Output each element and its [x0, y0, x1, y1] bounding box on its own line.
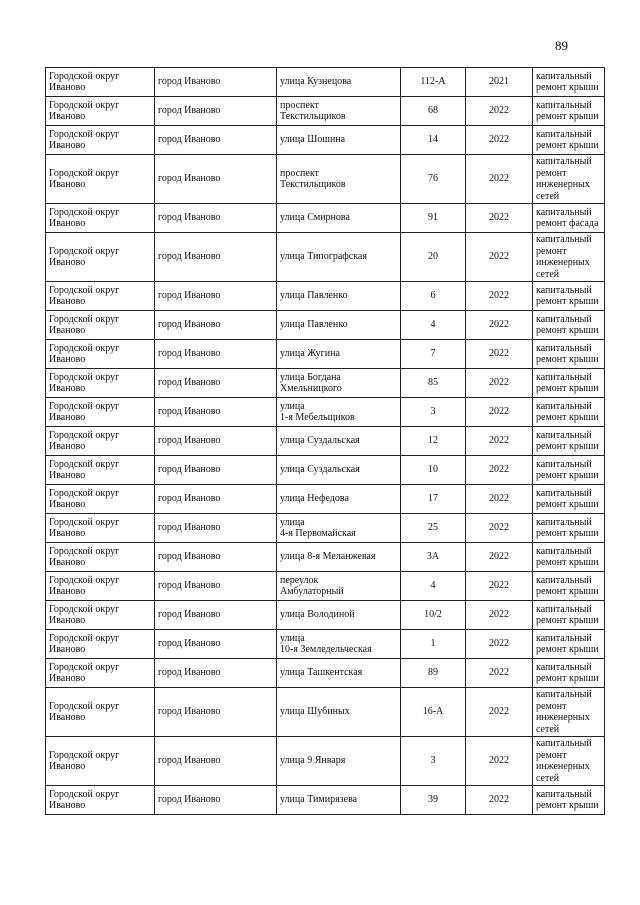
house-number-cell: 7	[401, 340, 466, 369]
work-type-cell: капитальный ремонт инженерных сетей	[533, 233, 605, 282]
house-number-cell: 17	[401, 485, 466, 514]
work-type-cell: капитальный ремонт крыши	[533, 514, 605, 543]
municipality-cell: Городской округ Иваново	[46, 601, 155, 630]
year-cell: 2022	[466, 485, 533, 514]
street-cell: улица Суздальская	[277, 427, 401, 456]
municipality-cell: Городской округ Иваново	[46, 572, 155, 601]
table-row	[46, 737, 605, 786]
work-type-cell: капитальный ремонт крыши	[533, 572, 605, 601]
house-number-cell: 76	[401, 155, 466, 204]
municipality-cell: Городской округ Иваново	[46, 543, 155, 572]
municipality-cell: Городской округ Иваново	[46, 786, 155, 815]
table-row	[46, 514, 605, 543]
repair-schedule-table	[45, 67, 605, 815]
street-cell: улица Жугина	[277, 340, 401, 369]
table-row	[46, 369, 605, 398]
municipality-cell: Городской округ Иваново	[46, 456, 155, 485]
house-number-cell: 25	[401, 514, 466, 543]
work-type-cell: капитальный ремонт крыши	[533, 659, 605, 688]
year-cell: 2021	[466, 68, 533, 97]
house-number-cell: 20	[401, 233, 466, 282]
city-cell: город Иваново	[155, 126, 277, 155]
municipality-cell: Городской округ Иваново	[46, 369, 155, 398]
municipality-cell: Городской округ Иваново	[46, 155, 155, 204]
table-row	[46, 282, 605, 311]
house-number-cell: 6	[401, 282, 466, 311]
year-cell: 2022	[466, 398, 533, 427]
work-type-cell: капитальный ремонт инженерных сетей	[533, 737, 605, 786]
street-cell: улица Шошина	[277, 126, 401, 155]
city-cell: город Иваново	[155, 572, 277, 601]
city-cell: город Иваново	[155, 786, 277, 815]
work-type-cell: капитальный ремонт крыши	[533, 282, 605, 311]
year-cell: 2022	[466, 427, 533, 456]
year-cell: 2022	[466, 233, 533, 282]
table-row	[46, 485, 605, 514]
table-row	[46, 543, 605, 572]
street-cell: улица Богдана Хмельницкого	[277, 369, 401, 398]
city-cell: город Иваново	[155, 398, 277, 427]
work-type-cell: капитальный ремонт крыши	[533, 630, 605, 659]
work-type-cell: капитальный ремонт крыши	[533, 398, 605, 427]
year-cell: 2022	[466, 543, 533, 572]
house-number-cell: 39	[401, 786, 466, 815]
city-cell: город Иваново	[155, 485, 277, 514]
work-type-cell: капитальный ремонт крыши	[533, 427, 605, 456]
work-type-cell: капитальный ремонт крыши	[533, 543, 605, 572]
city-cell: город Иваново	[155, 456, 277, 485]
municipality-cell: Городской округ Иваново	[46, 97, 155, 126]
street-cell: улица Павленко	[277, 311, 401, 340]
municipality-cell: Городской округ Иваново	[46, 204, 155, 233]
year-cell: 2022	[466, 282, 533, 311]
street-cell: проспект Текстильщиков	[277, 97, 401, 126]
city-cell: город Иваново	[155, 97, 277, 126]
table-row	[46, 68, 605, 97]
table-row	[46, 427, 605, 456]
house-number-cell: 14	[401, 126, 466, 155]
street-cell: улица Смирнова	[277, 204, 401, 233]
municipality-cell: Городской округ Иваново	[46, 485, 155, 514]
house-number-cell: 68	[401, 97, 466, 126]
year-cell: 2022	[466, 659, 533, 688]
city-cell: город Иваново	[155, 155, 277, 204]
city-cell: город Иваново	[155, 659, 277, 688]
year-cell: 2022	[466, 340, 533, 369]
year-cell: 2022	[466, 572, 533, 601]
year-cell: 2022	[466, 630, 533, 659]
year-cell: 2022	[466, 456, 533, 485]
house-number-cell: 12	[401, 427, 466, 456]
street-cell: улица Кузнецова	[277, 68, 401, 97]
house-number-cell: 3А	[401, 543, 466, 572]
table-row	[46, 688, 605, 737]
table-row	[46, 786, 605, 815]
year-cell: 2022	[466, 204, 533, 233]
work-type-cell: капитальный ремонт крыши	[533, 68, 605, 97]
street-cell: улица 4-я Первомайская	[277, 514, 401, 543]
municipality-cell: Городской округ Иваново	[46, 514, 155, 543]
house-number-cell: 1	[401, 630, 466, 659]
table-row	[46, 233, 605, 282]
street-cell: улица 8-я Меланжевая	[277, 543, 401, 572]
table-row	[46, 126, 605, 155]
year-cell: 2022	[466, 97, 533, 126]
table-row	[46, 204, 605, 233]
city-cell: город Иваново	[155, 282, 277, 311]
city-cell: город Иваново	[155, 630, 277, 659]
street-cell: улица Володиной	[277, 601, 401, 630]
work-type-cell: капитальный ремонт фасада	[533, 204, 605, 233]
house-number-cell: 16-А	[401, 688, 466, 737]
page-number: 89	[555, 38, 568, 53]
city-cell: город Иваново	[155, 68, 277, 97]
house-number-cell: 112-А	[401, 68, 466, 97]
city-cell: город Иваново	[155, 514, 277, 543]
street-cell: улица 9 Января	[277, 737, 401, 786]
municipality-cell: Городской округ Иваново	[46, 737, 155, 786]
street-cell: проспект Текстильщиков	[277, 155, 401, 204]
table-row	[46, 456, 605, 485]
work-type-cell: капитальный ремонт инженерных сетей	[533, 155, 605, 204]
table-row	[46, 311, 605, 340]
house-number-cell: 10	[401, 456, 466, 485]
street-cell: улица 10-я Земледельческая	[277, 630, 401, 659]
table-row	[46, 572, 605, 601]
house-number-cell: 4	[401, 572, 466, 601]
street-cell: улица Ташкентская	[277, 659, 401, 688]
year-cell: 2022	[466, 688, 533, 737]
work-type-cell: капитальный ремонт крыши	[533, 456, 605, 485]
house-number-cell: 3	[401, 398, 466, 427]
city-cell: город Иваново	[155, 340, 277, 369]
street-cell: улица Павленко	[277, 282, 401, 311]
municipality-cell: Городской округ Иваново	[46, 282, 155, 311]
house-number-cell: 85	[401, 369, 466, 398]
municipality-cell: Городской округ Иваново	[46, 398, 155, 427]
municipality-cell: Городской округ Иваново	[46, 311, 155, 340]
table-row	[46, 601, 605, 630]
municipality-cell: Городской округ Иваново	[46, 126, 155, 155]
municipality-cell: Городской округ Иваново	[46, 340, 155, 369]
work-type-cell: капитальный ремонт крыши	[533, 786, 605, 815]
work-type-cell: капитальный ремонт крыши	[533, 97, 605, 126]
city-cell: город Иваново	[155, 737, 277, 786]
city-cell: город Иваново	[155, 601, 277, 630]
table-row	[46, 155, 605, 204]
street-cell: улица Тимирязева	[277, 786, 401, 815]
municipality-cell: Городской округ Иваново	[46, 233, 155, 282]
city-cell: город Иваново	[155, 688, 277, 737]
municipality-cell: Городской округ Иваново	[46, 659, 155, 688]
city-cell: город Иваново	[155, 204, 277, 233]
street-cell: улица Нефедова	[277, 485, 401, 514]
street-cell: улица Суздальская	[277, 456, 401, 485]
work-type-cell: капитальный ремонт крыши	[533, 601, 605, 630]
house-number-cell: 3	[401, 737, 466, 786]
city-cell: город Иваново	[155, 543, 277, 572]
year-cell: 2022	[466, 369, 533, 398]
street-cell: улица 1-я Мебельщиков	[277, 398, 401, 427]
table-row	[46, 97, 605, 126]
municipality-cell: Городской округ Иваново	[46, 688, 155, 737]
year-cell: 2022	[466, 155, 533, 204]
house-number-cell: 4	[401, 311, 466, 340]
street-cell: переулок Амбулаторный	[277, 572, 401, 601]
city-cell: город Иваново	[155, 427, 277, 456]
work-type-cell: капитальный ремонт крыши	[533, 311, 605, 340]
municipality-cell: Городской округ Иваново	[46, 630, 155, 659]
table-row	[46, 340, 605, 369]
house-number-cell: 10/2	[401, 601, 466, 630]
work-type-cell: капитальный ремонт инженерных сетей	[533, 688, 605, 737]
table-body	[46, 68, 605, 815]
municipality-cell: Городской округ Иваново	[46, 68, 155, 97]
year-cell: 2022	[466, 514, 533, 543]
municipality-cell: Городской округ Иваново	[46, 427, 155, 456]
city-cell: город Иваново	[155, 369, 277, 398]
year-cell: 2022	[466, 311, 533, 340]
work-type-cell: капитальный ремонт крыши	[533, 485, 605, 514]
city-cell: город Иваново	[155, 311, 277, 340]
house-number-cell: 91	[401, 204, 466, 233]
table-row	[46, 630, 605, 659]
year-cell: 2022	[466, 601, 533, 630]
year-cell: 2022	[466, 737, 533, 786]
city-cell: город Иваново	[155, 233, 277, 282]
work-type-cell: капитальный ремонт крыши	[533, 369, 605, 398]
year-cell: 2022	[466, 786, 533, 815]
street-cell: улица Шубиных	[277, 688, 401, 737]
table-row	[46, 398, 605, 427]
work-type-cell: капитальный ремонт крыши	[533, 126, 605, 155]
street-cell: улица Типографская	[277, 233, 401, 282]
table-row	[46, 659, 605, 688]
house-number-cell: 89	[401, 659, 466, 688]
year-cell: 2022	[466, 126, 533, 155]
work-type-cell: капитальный ремонт крыши	[533, 340, 605, 369]
